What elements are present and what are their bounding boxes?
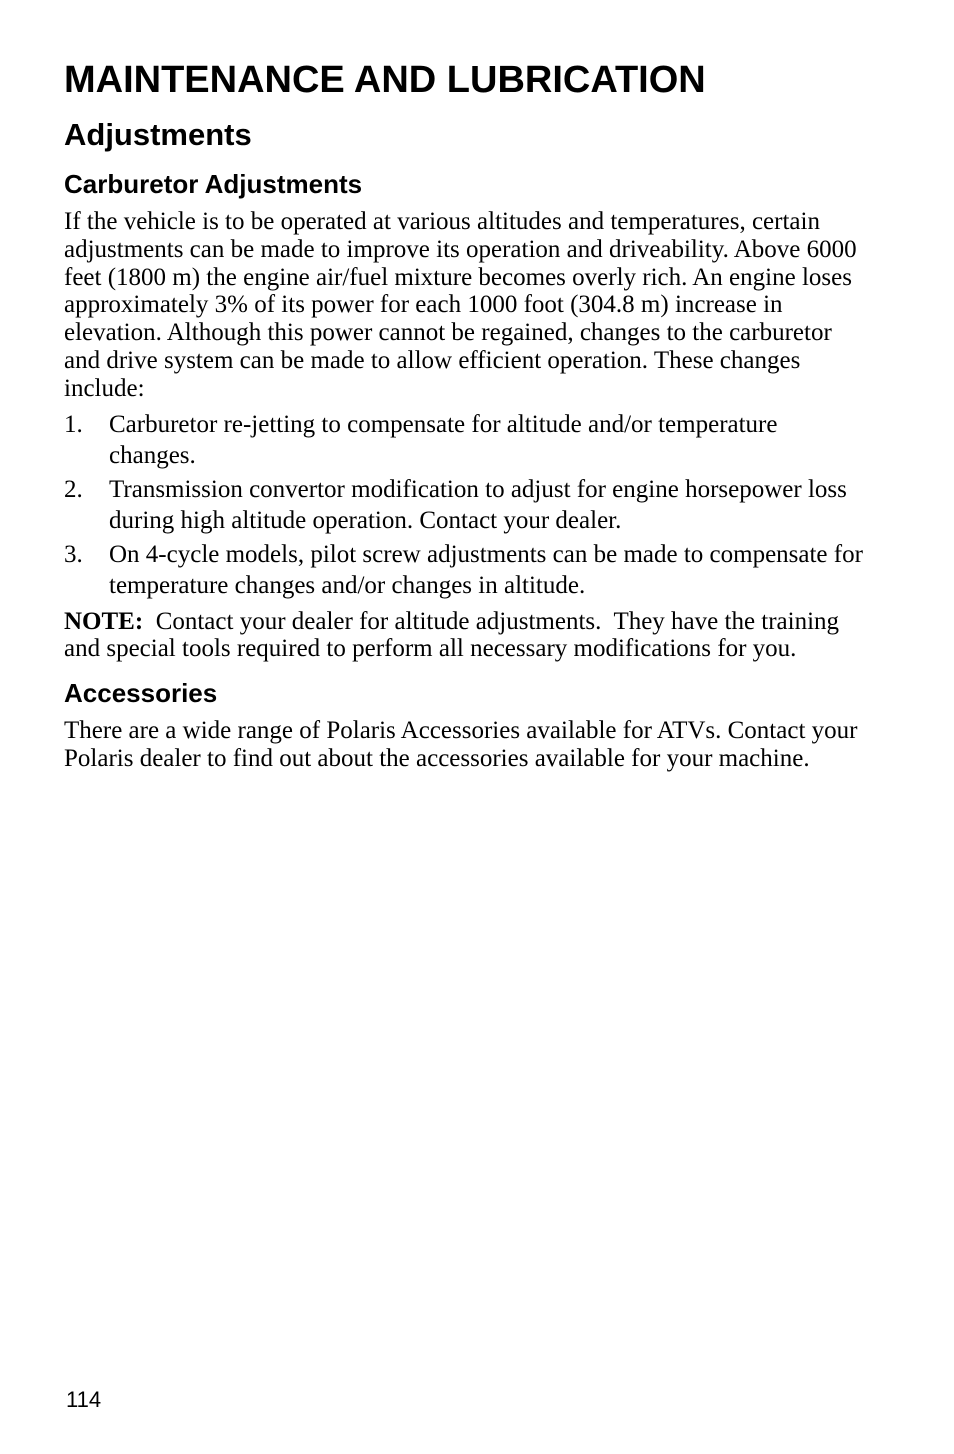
section-title: MAINTENANCE AND LUBRICATION [64,59,706,101]
adjustment-list [64,409,864,602]
list-item-number: 3. [64,540,83,568]
list-item-text: On 4-cycle models, pilot screw adjustments can be made to compensate for temperature changes and/or changes in altitude. [109,540,863,600]
note-text: Contact your dealer for altitude adjustments. They have the training and special tools required to perform all necessary modifications for you. [64,607,846,663]
manual-page [64,56,864,773]
carburetor-heading: Carburetor Adjustments [64,169,363,199]
accessories-text: There are a wide range of Polaris Accessories available for ATVs. Contact your Polaris dealer to find out about the accessories available for your machine. [64,717,858,772]
subsection-title: Adjustments [64,117,252,152]
page-number: 114 [66,1387,102,1412]
list-item [64,539,864,602]
list-item [64,474,864,537]
list-item-number: 2. [64,475,83,503]
list-item-number: 1. [64,410,83,438]
list-item-text: Transmission convertor modification to adjust for engine horsepower loss during high altitude operation. Contact your dealer. [109,475,847,535]
list-item-text: Carburetor re-jetting to compensate for altitude and/or temperature changes. [109,410,778,470]
accessories-heading: Accessories [64,678,218,709]
carburetor-intro: If the vehicle is to be operated at various altitudes and temperatures, certain adjustments can be made to improve its operation and driveability. Above 6000 feet (1800 m) the engine air/fuel mixture becomes overly rich. An engine loses approximately 3% of its power for each 1000 foot (304.8 m) increase in elevation. Although this power cannot be regained, changes to the carburetor and drive system can be made to allow efficient operation. These changes include: [64,208,857,402]
note-paragraph [64,608,864,664]
list-item [64,409,864,472]
note-label: NOTE: [64,607,144,635]
